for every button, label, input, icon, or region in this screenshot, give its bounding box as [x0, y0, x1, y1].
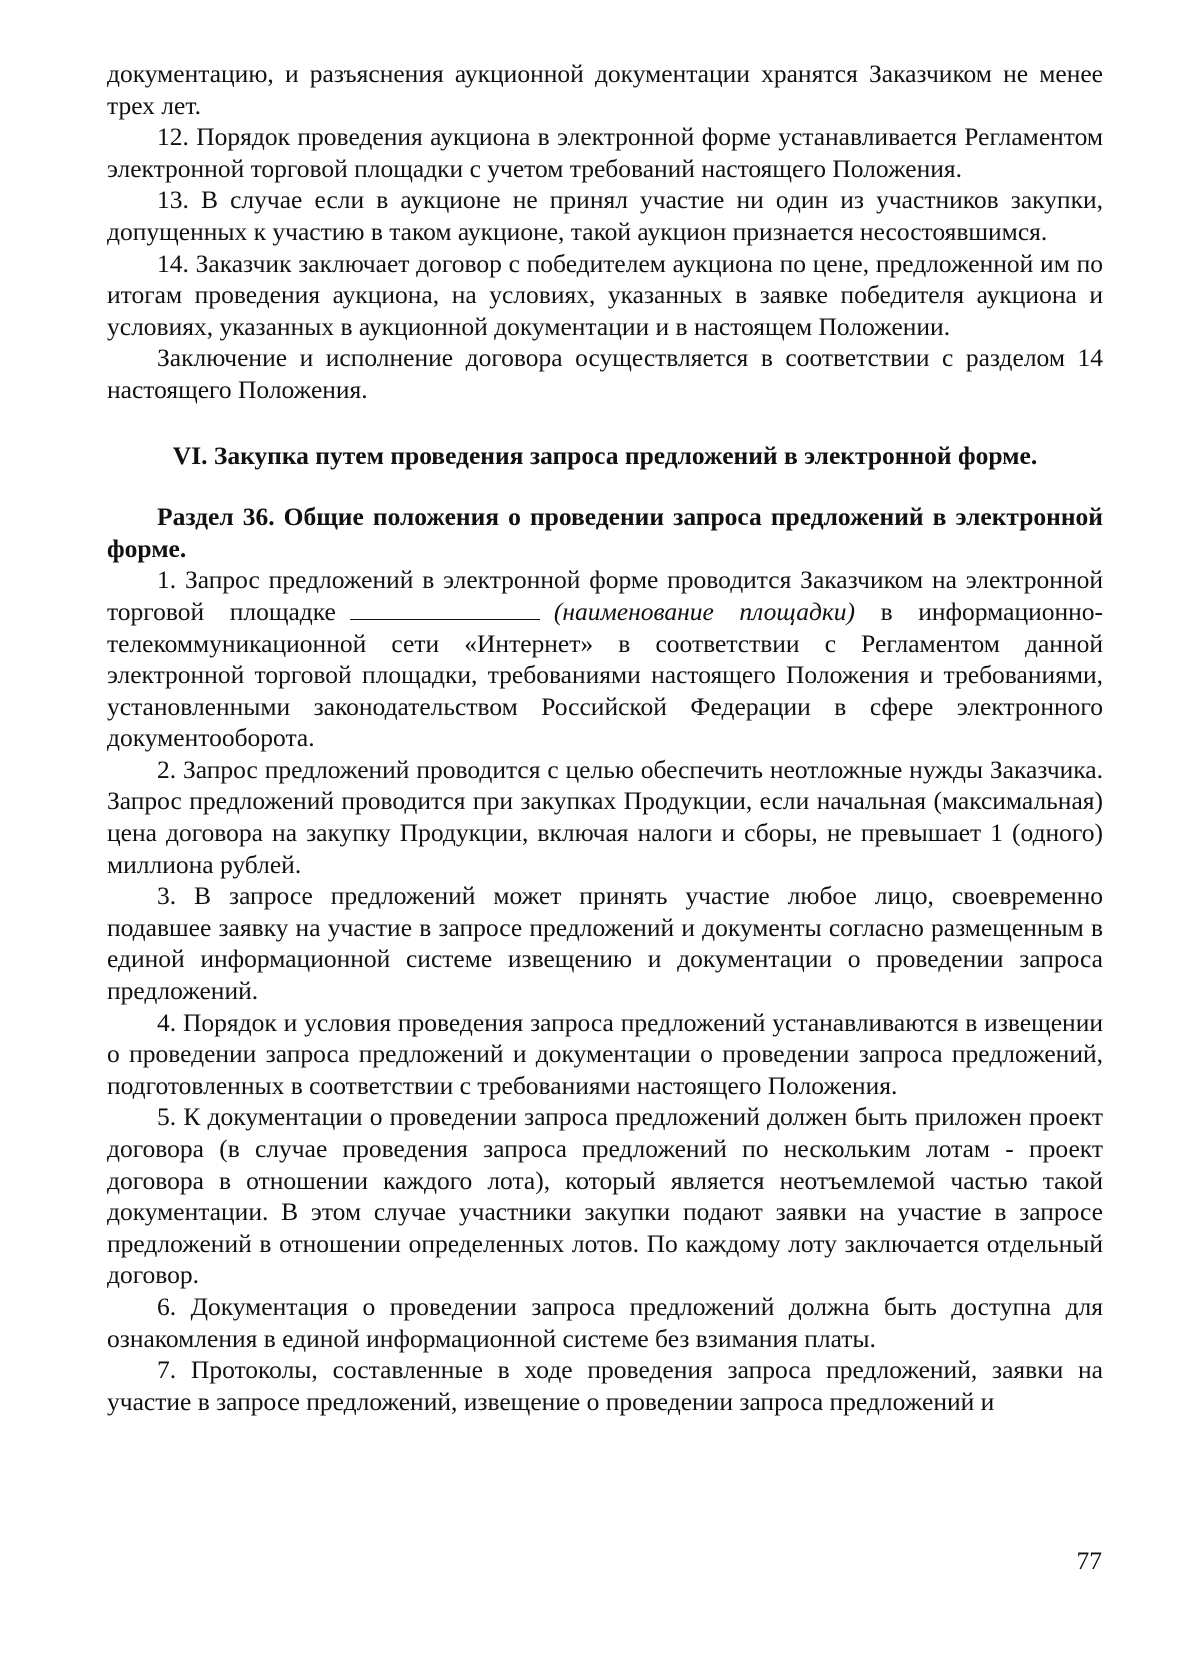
- platform-name-note: (наименование площадки): [553, 596, 856, 626]
- paragraph-item-12: 12. Порядок проведения аукциона в электронной форме устанавливается Регламентом электронной торговой площадки с учетом требований настоящего Положения.: [107, 122, 1103, 183]
- paragraph-item-6: 6. Документация о проведении запроса предложений должна быть доступна для ознакомления в единой информационной системе без взимания платы.: [107, 1291, 1103, 1353]
- paragraph-continuation: документацию, и разъяснения аукционной документации хранятся Заказчиком не менее трех лет.: [107, 59, 1103, 120]
- paragraph-item-4: 4. Порядок и условия проведения запроса предложений устанавливаются в извещении о проведении запроса предложений и документации о проведении запроса предложений, подготовленных в соответствии с требованиями настоящего Положения.: [107, 1007, 1103, 1100]
- subsection-heading: Раздел 36. Общие положения о проведении запроса предложений в электронной форме.: [107, 502, 1103, 563]
- item1-text-before: 1. Запрос предложений в электронной форме проводится Заказчиком на электронной торговой площадке: [107, 565, 1103, 626]
- paragraph-item-3: 3. В запросе предложений может принять участие любое лицо, своевременно подавшее заявку на участие в запросе предложений и документы согласно размещенным в единой информационной системе извещению и документации о проведении запроса предложений.: [107, 881, 1103, 1006]
- section-heading: VI. Закупка путем проведения запроса предложений в электронной форме.: [172, 440, 1038, 470]
- paragraph-item-14: 14. Заказчик заключает договор с победителем аукциона по цене, предложенной им по итогам проведения аукциона, на условиях, указанных в заявке победителя аукциона и условиях, указанных в аукционной документации и в настоящем Положении.: [107, 248, 1103, 341]
- paragraph-item-7: 7. Протоколы, составленные в ходе проведения запроса предложений, заявки на участие в запросе предложений, извещение о проведении запроса предложений и: [107, 1355, 1103, 1416]
- paragraph-item-14-contract: Заключение и исполнение договора осуществляется в соответствии с разделом 14 настоящего Положения.: [107, 343, 1103, 404]
- paragraph-item-1: [107, 564, 1103, 754]
- platform-name-blank: [350, 599, 540, 620]
- document-page: [107, 58, 1103, 1417]
- paragraph-item-2: 2. Запрос предложений проводится с целью обеспечить неотложные нужды Заказчика. Запрос предложений проводится при закупках Продукции, если начальная (максимальная) цена договора на закупку Продукции, включая налоги и сборы, не превышает 1 (одного) миллиона рублей.: [107, 754, 1103, 879]
- page-number: 77: [1076, 1546, 1102, 1575]
- paragraph-item-13: 13. В случае если в аукционе не принял участие ни один из участников закупки, допущенных к участию в таком аукционе, такой аукцион признается несостоявшимся.: [107, 185, 1103, 246]
- item1-text-after: в информационно-телекоммуникационной сети «Интернет» в соответствии с Регламентом данной электронной торговой площадки, требованиями настоящего Положения и требованиями, установленными законодательством Российской Федерации в сфере электронного документооборота.: [107, 596, 1104, 753]
- paragraph-item-5: 5. К документации о проведении запроса предложений должен быть приложен проект договора (в случае проведения запроса предложений по нескольким лотам - проект договора в отношении каждого лота), который является неотъемлемой частью такой документации. В этом случае участники закупки подают заявки на участие в запросе предложений в отношении определенных лотов. По каждому лоту заключается отдельный договор.: [107, 1102, 1103, 1290]
